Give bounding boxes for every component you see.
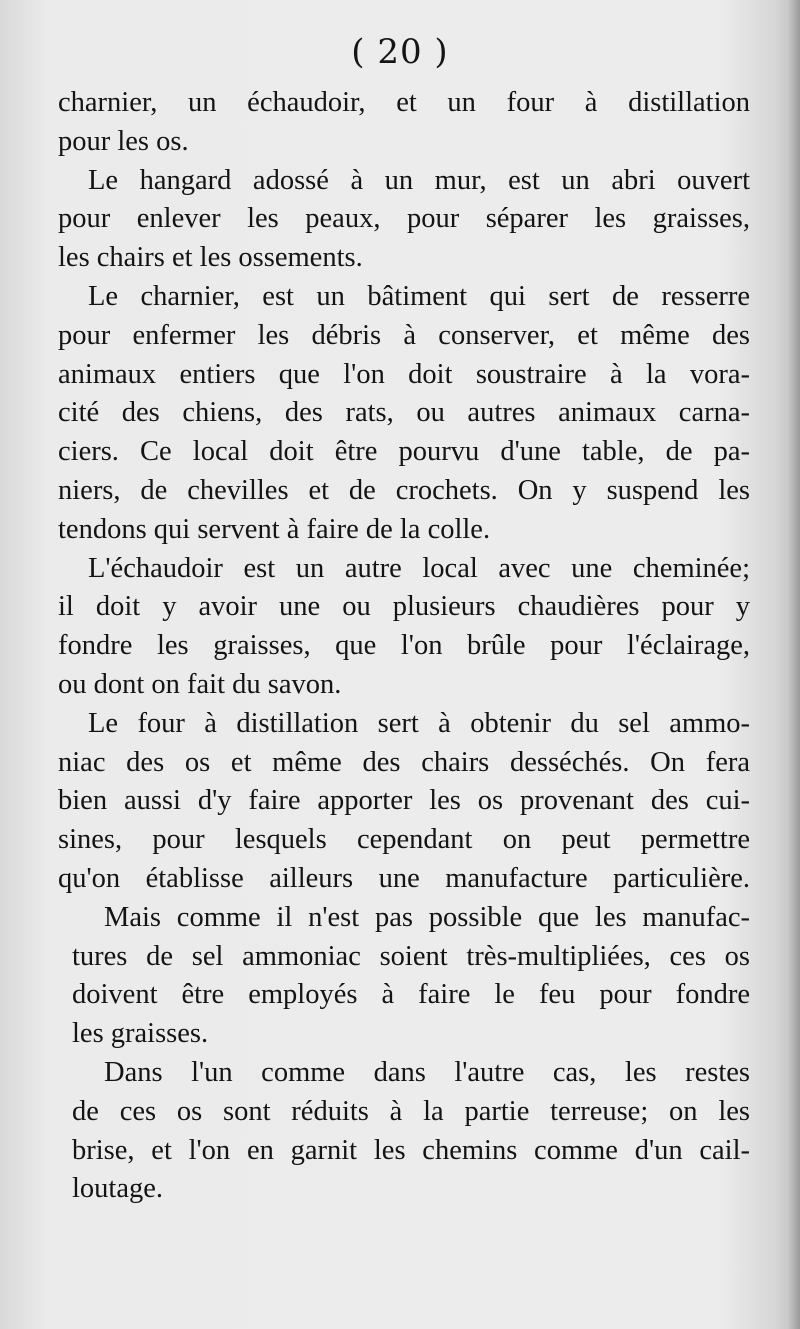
text-line: loutage. [72,1173,164,1205]
paragraph-1 [58,84,750,162]
text-line: tendons qui servent à faire de la colle. [58,513,491,545]
text-line: niac des os et même des chairs desséchés. On fera [58,746,750,778]
text-line: doivent être employés à faire le feu pour fondre [72,979,750,1011]
body-text [58,84,750,1209]
text-line: pour les os. [58,125,189,157]
text-line: cité des chiens, des rats, ou autres animaux carna- [58,397,750,429]
text-line: bien aussi d'y faire apporter les os provenant des cui- [58,785,750,817]
text-line: ciers. Ce local doit être pourvu d'une table, de pa- [58,436,750,468]
paragraph-4 [58,550,750,705]
text-line: pour enlever les peaux, pour séparer les graisses, [58,203,750,235]
text-line: Dans l'un comme dans l'autre cas, les restes [104,1056,750,1088]
text-line: Le charnier, est un bâtiment qui sert de resserre [88,280,750,312]
text-line: charnier, un échaudoir, et un four à distillation [58,87,750,118]
text-line: qu'on établisse ailleurs une manufacture particulière. [58,862,750,894]
paragraph-5 [58,705,750,899]
text-line: Mais comme il n'est pas possible que les manufac- [104,901,750,933]
paragraph-3 [58,278,750,550]
text-line: Le four à distillation sert à obtenir du sel ammo- [88,707,750,739]
text-line: brise, et l'on en garnit les chemins comme d'un cail- [72,1134,750,1166]
text-line: sines, pour lesquels cependant on peut permettre [58,824,750,856]
text-line: les chairs et les ossements. [58,242,363,274]
paragraph-6 [58,899,750,1054]
text-line: fondre les graisses, que l'on brûle pour l'éclairage, [58,630,750,662]
text-line: Le hangard adossé à un mur, est un abri ouvert [88,164,750,196]
text-line: pour enfermer les débris à conserver, et même des [58,319,750,351]
page-edge-shadow [786,0,800,1329]
text-line: animaux entiers que l'on doit soustraire à la vora- [58,358,750,390]
paragraph-2 [58,162,750,278]
text-line: niers, de chevilles et de crochets. On y suspend les [58,474,750,506]
text-line: de ces os sont réduits à la partie terreuse; on les [72,1095,750,1127]
text-line: les graisses. [72,1018,209,1050]
page-number: ( 20 ) [351,32,449,72]
text-line: L'échaudoir est un autre local avec une cheminée; [88,552,750,584]
paragraph-7 [58,1054,750,1209]
text-line: il doit y avoir une ou plusieurs chaudières pour y [58,591,750,623]
text-line: tures de sel ammoniac soient très-multipliées, ces os [72,940,750,972]
text-line: ou dont on fait du savon. [58,668,342,700]
